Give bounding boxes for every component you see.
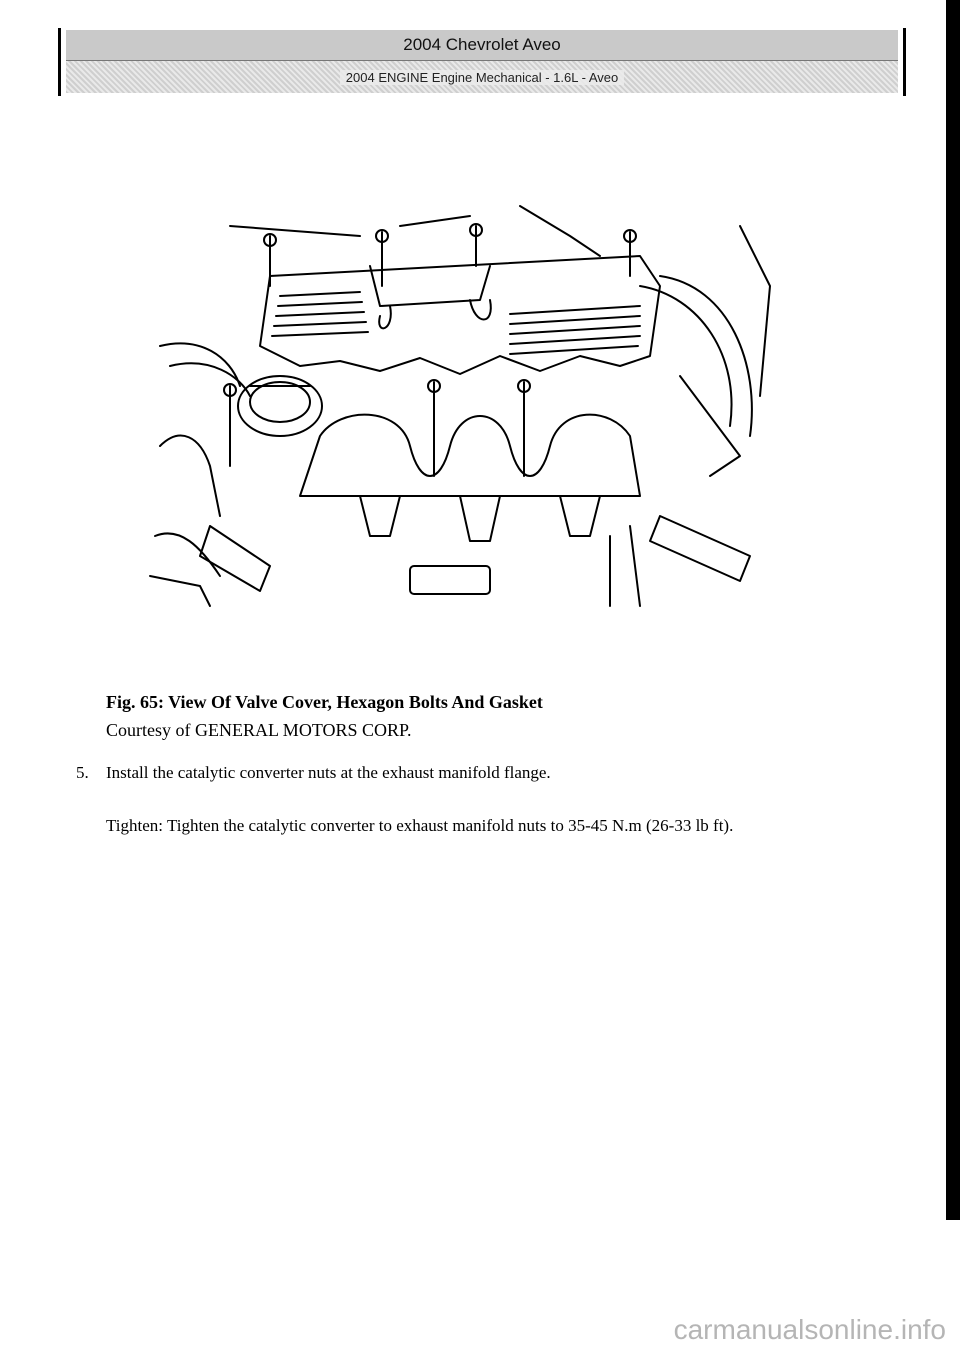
page-header [58, 28, 906, 96]
scan-edge [946, 0, 960, 1220]
torque-note: Tighten: Tighten the catalytic converter to exhaust manifold nuts to 35-45 N.m (26-33 lb ft). [106, 816, 734, 835]
header-subtitle-band [66, 61, 898, 93]
step-text: Install the catalytic converter nuts at the exhaust manifold flange. [106, 763, 551, 782]
header-left-rule [58, 28, 61, 96]
header-title: 2004 Chevrolet Aveo [66, 30, 898, 61]
header-right-rule [903, 28, 906, 96]
figure-caption [106, 688, 746, 744]
engine-valve-cover-illustration [140, 196, 780, 616]
header-subtitle: 2004 ENGINE Engine Mechanical - 1.6L - Aveo [340, 70, 624, 85]
figure-caption-credit: Courtesy of GENERAL MOTORS CORP. [106, 720, 412, 740]
watermark: carmanualsonline.info [673, 1314, 946, 1345]
step-number: 5. [76, 763, 89, 782]
figure-caption-title: Fig. 65: View Of Valve Cover, Hexagon Bolts And Gasket [106, 692, 543, 712]
